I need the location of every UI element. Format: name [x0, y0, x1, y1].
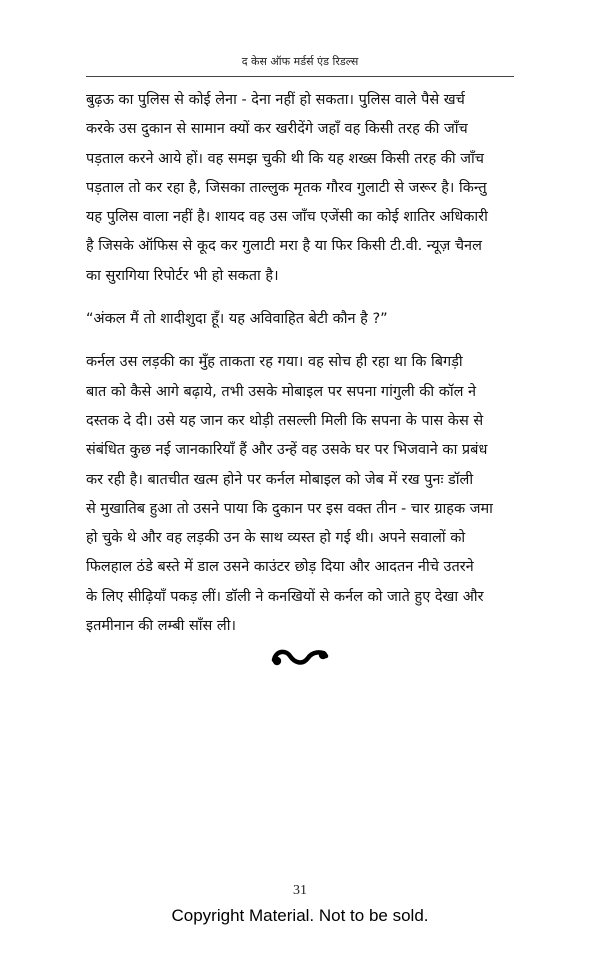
text-line: बात को कैसे आगे बढ़ाये, तभी उसके मोबाइल पर सपना गांगुली की कॉल ने	[86, 383, 477, 400]
text-line: दस्तक दे दी। उसे यह जान कर थोड़ी तसल्ली मिली कि सपना के पास केस से	[86, 412, 484, 429]
text-line: का सुरागिया रिपोर्टर भी हो सकता है।	[86, 267, 279, 284]
text-line: “अंकल मैं तो शादीशुदा हूँ। यह अविवाहित बेटी कौन है ?”	[86, 311, 388, 328]
swash-ornament-icon	[0, 642, 600, 683]
running-header: द केस ऑफ मर्डर्स एंड रिडल्स	[241, 55, 359, 68]
paragraph-3	[86, 348, 516, 641]
text-line: यह पुलिस वाला नहीं है। शायद वह उस जाँच एजेंसी का कोई शातिर अधिकारी	[86, 209, 488, 226]
paragraph-1	[86, 86, 516, 291]
body-text	[86, 86, 516, 655]
swash-ornament-icon	[268, 642, 332, 674]
text-line: पड़ताल करने आये हों। वह समझ चुकी थी कि यह शख्स किसी तरह की जाँच	[86, 150, 485, 167]
text-line: के लिए सीढ़ियाँ पकड़ लीं। डॉली ने कनखियों से कर्नल को जाते हुए देखा और	[86, 588, 484, 605]
paragraph-2-dialogue	[86, 305, 516, 334]
header-divider	[86, 76, 514, 77]
text-line: फिलहाल ठंडे बस्ते में डाल उसने काउंटर छोड़ दिया और आदतन नीचे उतरने	[86, 559, 474, 576]
text-line: पड़ताल तो कर रहा है, जिसका ताल्लुक मृतक गौरव गुलाटी से जरूर है। किन्तु	[86, 179, 487, 196]
text-line: बुढ़ऊ का पुलिस से कोई लेना - देना नहीं हो सकता। पुलिस वाले पैसे खर्च	[86, 92, 465, 108]
text-line: संबंधित कुछ नई जानकारियाँ हैं और उन्हें वह उसके घर पर भिजवाने का प्रबंध	[86, 442, 488, 459]
text-line: से मुखातिब हुआ तो उसने पाया कि दुकान पर इस वक्त तीन - चार ग्राहक जमा	[86, 500, 493, 517]
text-line: करके उस दुकान से सामान क्यों कर खरीदेंगे जहाँ वह किसी तरह की जाँच	[86, 121, 468, 138]
text-line: कर्नल उस लड़की का मुँह ताकता रह गया। वह सोच ही रहा था कि बिगड़ी	[86, 354, 463, 371]
text-line: कर रही है। बातचीत खत्म होने पर कर्नल मोबाइल को जेब में रख पुनः डॉली	[86, 471, 474, 488]
page-number: 31	[293, 883, 307, 898]
copyright-notice: Copyright Material. Not to be sold.	[171, 906, 429, 925]
text-line: है जिसके ऑफिस से कूद कर गुलाटी मरा है या फिर किसी टी.वी. न्यूज़ चैनल	[86, 238, 482, 255]
text-line: हो चुके थे और वह लड़की उन के साथ व्यस्त हो गई थी। अपने सवालों को	[86, 530, 466, 547]
text-line: इतमीनान की लम्बी साँस ली।	[86, 618, 237, 635]
